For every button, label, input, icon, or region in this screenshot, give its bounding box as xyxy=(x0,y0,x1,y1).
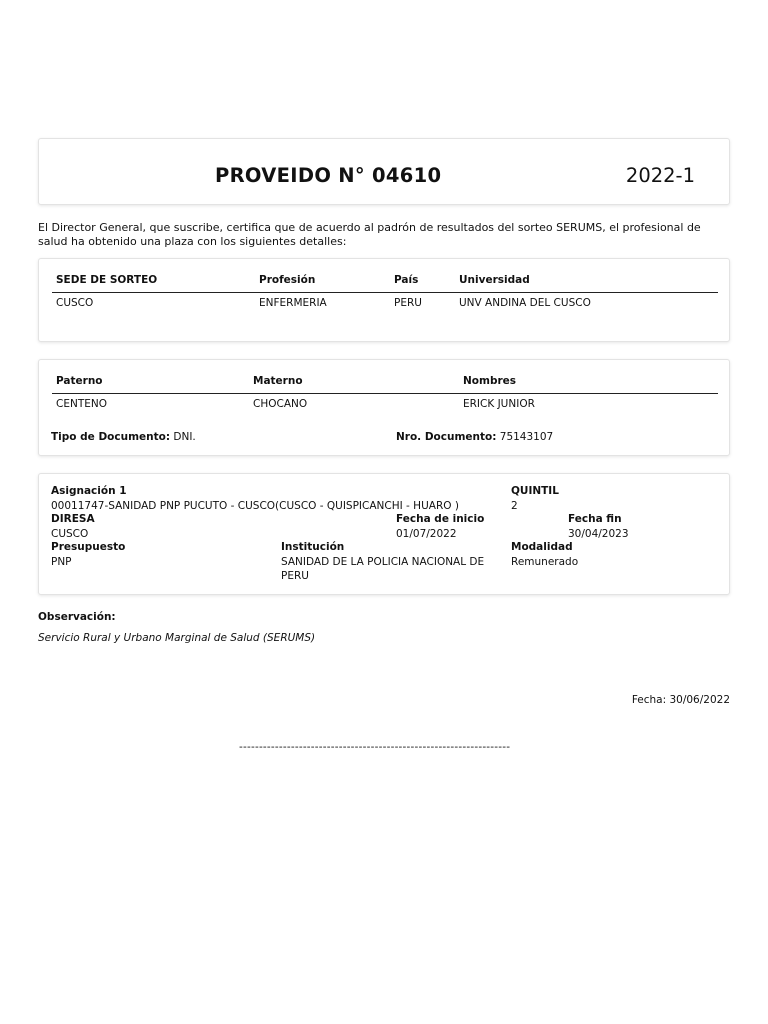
presupuesto-label: Presupuesto xyxy=(51,541,126,553)
observacion-text: Servicio Rural y Urbano Marginal de Salud (SERUMS) xyxy=(38,632,316,644)
column-header-universidad: Universidad xyxy=(459,274,530,286)
asignacion-label: Asignación 1 xyxy=(51,485,127,497)
asignacion-card xyxy=(38,473,730,595)
cell-pais: PERU xyxy=(394,297,422,309)
quintil-label: QUINTIL xyxy=(511,485,559,497)
intro-paragraph: El Director General, que suscribe, certifica que de acuerdo al padrón de resultados del sorteo SERUMS, el profesional de salud ha obtenido una plaza con los siguientes detalles: xyxy=(38,221,701,248)
column-header-paterno: Paterno xyxy=(56,375,103,387)
header-card xyxy=(38,138,730,205)
cell-profesion: ENFERMERIA xyxy=(259,297,327,309)
sorteo-table-card xyxy=(38,258,730,342)
tipo-documento-value: DNI. xyxy=(173,431,196,443)
tipo-documento-label: Tipo de Documento: xyxy=(51,431,171,443)
tipo-documento xyxy=(51,431,196,443)
signature-line: -------------------------------------------------------------------- xyxy=(239,741,511,753)
diresa-label: DIRESA xyxy=(51,513,95,525)
header-rule xyxy=(52,393,718,394)
column-header-pais: País xyxy=(394,274,419,286)
modalidad-value: Remunerado xyxy=(511,556,579,568)
header-rule xyxy=(52,292,718,293)
cell-nombres: ERICK JUNIOR xyxy=(463,398,535,410)
column-header-sede: SEDE DE SORTEO xyxy=(56,274,158,286)
cell-sede: CUSCO xyxy=(56,297,94,309)
fecha-fin-label: Fecha fin xyxy=(568,513,622,525)
presupuesto-value: PNP xyxy=(51,556,72,568)
document-date: Fecha: 30/06/2022 xyxy=(631,694,730,706)
cell-materno: CHOCANO xyxy=(253,398,308,410)
fecha-fin-value: 30/04/2023 xyxy=(568,528,629,540)
cell-paterno: CENTENO xyxy=(56,398,107,410)
document-period: 2022-1 xyxy=(625,164,695,187)
cell-universidad: UNV ANDINA DEL CUSCO xyxy=(459,297,591,309)
observacion-label: Observación: xyxy=(38,611,116,623)
institucion-value: SANIDAD DE LA POLICIA NACIONAL DE PERU xyxy=(281,556,485,582)
asignacion-value: 00011747-SANIDAD PNP PUCUTO - CUSCO(CUSCO - QUISPICANCHI - HUARO ) xyxy=(51,500,459,512)
document-title: PROVEIDO N° 04610 xyxy=(215,164,442,187)
modalidad-label: Modalidad xyxy=(511,541,573,553)
institucion-label: Institución xyxy=(281,541,345,553)
persona-table-card xyxy=(38,359,730,456)
column-header-nombres: Nombres xyxy=(463,375,517,387)
column-header-materno: Materno xyxy=(253,375,303,387)
quintil-value: 2 xyxy=(511,500,518,512)
nro-documento-value: 75143107 xyxy=(499,431,554,443)
diresa-value: CUSCO xyxy=(51,528,89,540)
nro-documento-label: Nro. Documento: xyxy=(396,431,497,443)
nro-documento xyxy=(396,431,553,443)
column-header-profesion: Profesión xyxy=(259,274,316,286)
fecha-inicio-label: Fecha de inicio xyxy=(396,513,485,525)
fecha-inicio-value: 01/07/2022 xyxy=(396,528,457,540)
